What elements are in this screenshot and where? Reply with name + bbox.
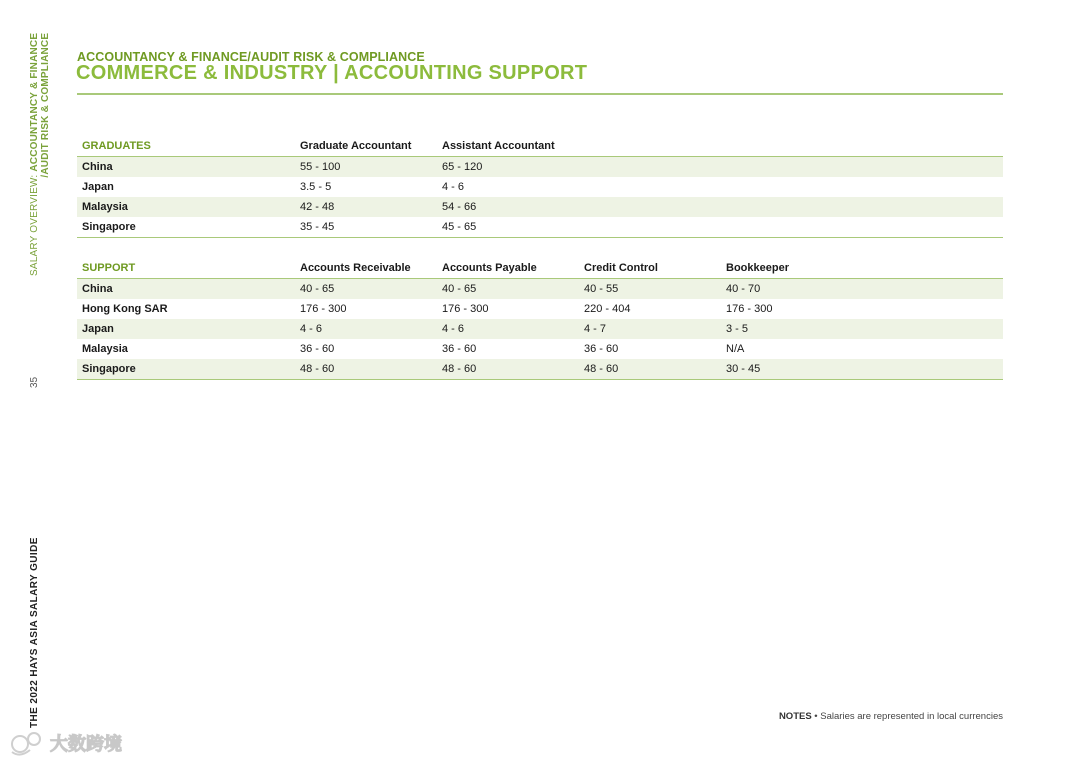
salary-cell: 3.5 - 5 [300, 181, 332, 193]
table-header-row [77, 259, 1003, 279]
column-header: Assistant Accountant [437, 137, 579, 157]
region-cell: Hong Kong SAR [82, 303, 168, 315]
watermark-logo-icon [12, 733, 40, 755]
region-cell: Japan [77, 319, 295, 339]
table-row [77, 279, 1003, 300]
salary-cell: 45 - 65 [437, 217, 579, 238]
region-cell: China [77, 157, 295, 178]
salary-cell: 40 - 70 [721, 279, 863, 300]
salary-cell: 4 - 6 [295, 319, 437, 339]
region-cell: Singapore [77, 217, 295, 238]
column-header: Accounts Receivable [295, 259, 437, 279]
column-header: Credit Control [579, 259, 721, 279]
page-title: COMMERCE & INDUSTRY | ACCOUNTING SUPPORT [76, 62, 588, 84]
table-row [77, 319, 1003, 339]
salary-cell: 220 - 404 [584, 303, 631, 315]
salary-cell: 176 - 300 [442, 303, 489, 315]
salary-cell: 36 - 60 [442, 343, 477, 355]
region-cell: Malaysia [77, 197, 295, 217]
page-number: 35 [29, 376, 40, 388]
table-row [77, 217, 1003, 238]
side-section-line2: /AUDIT RISK & COMPLIANCE [40, 32, 51, 178]
column-header: Accounts Payable [437, 259, 579, 279]
salary-cell: 36 - 60 [300, 343, 335, 355]
salary-cell: 48 - 60 [295, 359, 437, 380]
salary-cell: 40 - 65 [295, 279, 437, 300]
group-label: SUPPORT [77, 259, 295, 279]
watermark-text: 大数跨境 [50, 734, 122, 755]
column-header: Graduate Accountant [295, 137, 437, 157]
salary-cell: 42 - 48 [295, 197, 437, 217]
table-header-row [77, 137, 1003, 157]
salary-cell: 176 - 300 [726, 303, 773, 315]
salary-cell: 4 - 6 [442, 181, 465, 193]
table-row [77, 339, 1003, 359]
salary-cell: 40 - 65 [437, 279, 579, 300]
salary-cell: 55 - 100 [295, 157, 437, 178]
salary-cell: 4 - 6 [437, 319, 579, 339]
notes-text: Salaries are represented in local currencies [820, 711, 1003, 722]
group-label: GRADUATES [77, 137, 295, 157]
table-row [77, 177, 1003, 197]
watermark-logo [8, 728, 148, 758]
salary-cell: 4 - 7 [579, 319, 721, 339]
support-table [77, 259, 1003, 380]
section-kicker: ACCOUNTANCY & FINANCE/AUDIT RISK & COMPLIANCE [77, 50, 425, 64]
salary-cell: 48 - 60 [437, 359, 579, 380]
table-row [77, 359, 1003, 380]
salary-cell: 30 - 45 [721, 359, 863, 380]
salary-cell: 65 - 120 [437, 157, 579, 178]
header-divider [77, 93, 1003, 95]
notes-footer [779, 711, 1003, 722]
table-row [77, 157, 1003, 178]
notes-label: NOTES [778, 711, 812, 722]
region-cell: China [77, 279, 295, 300]
side-section-line1: ACCOUNTANCY & FINANCE [29, 32, 40, 172]
salary-cell: N/A [726, 343, 745, 355]
salary-cell: 176 - 300 [300, 303, 347, 315]
table-row [77, 299, 1003, 319]
salary-cell: 48 - 60 [579, 359, 721, 380]
side-section-title [29, 33, 51, 276]
salary-cell: 36 - 60 [584, 343, 619, 355]
salary-cell: 3 - 5 [721, 319, 863, 339]
region-cell: Malaysia [82, 343, 128, 355]
column-header: Bookkeeper [721, 259, 863, 279]
salary-cell: 54 - 66 [437, 197, 579, 217]
side-section-prefix: SALARY OVERVIEW: [29, 171, 40, 276]
notes-separator: • [811, 711, 821, 722]
region-cell: Singapore [77, 359, 295, 380]
salary-cell: 35 - 45 [295, 217, 437, 238]
region-cell: Japan [82, 181, 114, 193]
table-row [77, 197, 1003, 217]
salary-cell: 40 - 55 [579, 279, 721, 300]
graduates-table [77, 137, 1003, 238]
guide-title: THE 2022 HAYS ASIA SALARY GUIDE [29, 537, 40, 728]
